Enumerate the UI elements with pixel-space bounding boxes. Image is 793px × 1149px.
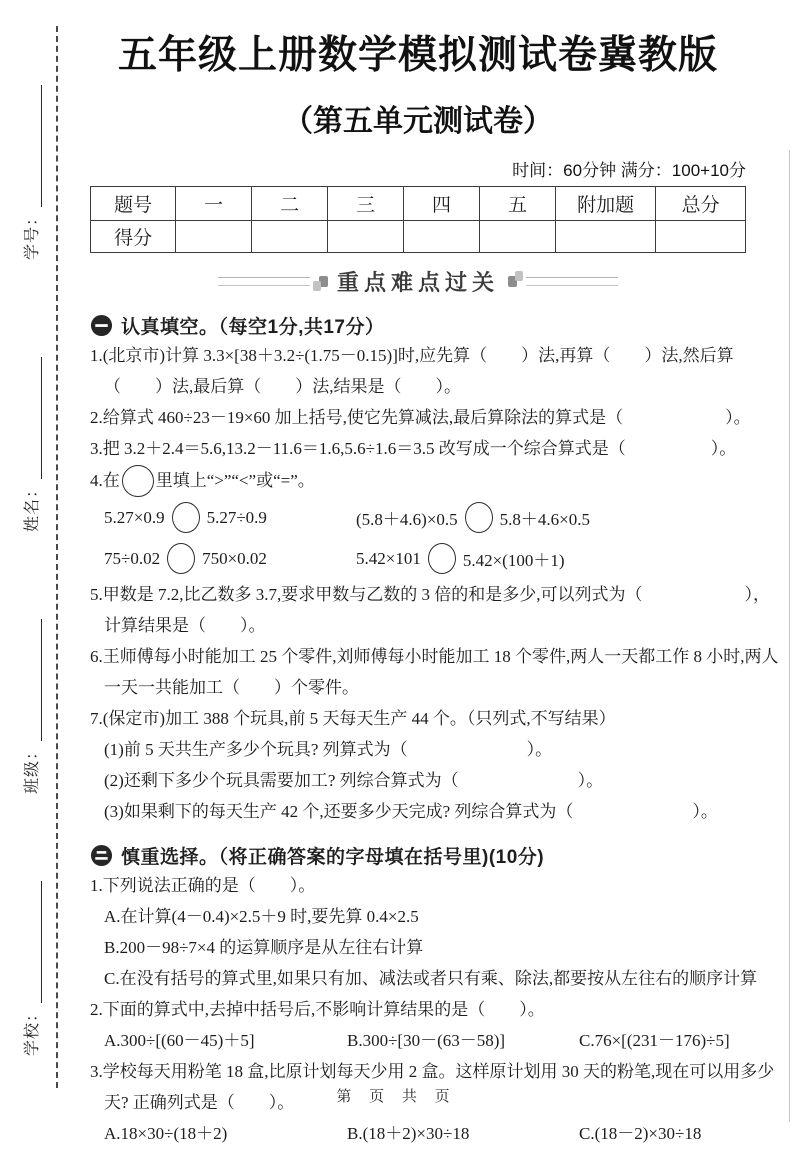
- class-label: 班级：: [24, 742, 41, 794]
- score-col-header: 二: [252, 187, 328, 221]
- school-field: [16, 868, 42, 1056]
- class-blank-line: [27, 619, 42, 741]
- circle-two-icon: [90, 844, 113, 867]
- s1-q4-compare-row-1: [90, 497, 746, 538]
- banner-left-quote-icon: [319, 276, 328, 287]
- score-cell: [656, 221, 746, 253]
- s2-q1-option-c: C.在没有括号的算式里,如果只有加、减法或者只有乘、除法,都要按从左往右的顺序计算: [104, 969, 758, 988]
- s1-q7-sub1: (1)前 5 天共生产多少个玩具? 列算式为（ ）。: [104, 740, 553, 759]
- student-id-label: 学号：: [24, 208, 41, 260]
- s1-q7-sub3: (3)如果剩下的每天生产 42 个,还要多少天完成? 列综合算式为（ ）。: [104, 802, 718, 821]
- banner-right-line: [526, 277, 618, 286]
- student-id-blank-line: [27, 85, 42, 207]
- compare-left: (5.8＋4.6)×0.5: [356, 510, 458, 529]
- exam-meta: 时间：60分钟 满分：100+10分: [512, 161, 746, 180]
- comparison-circle: [428, 543, 456, 574]
- compare-right: 5.8＋4.6×0.5: [499, 510, 591, 529]
- student-id-field: [16, 72, 42, 260]
- s1-q3: 3.把 3.2＋2.4＝5.6,13.2－11.6＝1.6,5.6÷1.6＝3.5 改写成一个综合算式是（ ）。: [90, 439, 737, 458]
- score-table-header-row: [91, 187, 746, 221]
- banner-left-line: [218, 277, 310, 286]
- s1-q4-compare-row-2: [90, 538, 746, 579]
- page-title: 五年级上册数学模拟测试卷冀教版: [117, 34, 718, 77]
- compare-left: 75÷0.02: [104, 548, 161, 568]
- score-table: [90, 186, 746, 253]
- s2-q3-option-a: A.18×30÷(18＋2): [104, 1124, 228, 1143]
- s2-q2-option-b: B.300÷[30－(63－58)]: [347, 1031, 506, 1050]
- score-col-header: 附加题: [555, 187, 655, 221]
- s2-q3-line2: 天? 正确列式是（ ）。: [104, 1093, 295, 1112]
- page-footer: 第 页 共 页: [336, 1089, 457, 1105]
- page-right-edge: [789, 150, 791, 1122]
- score-table-score-row: [91, 221, 746, 253]
- s2-q2-options-row: [90, 1025, 746, 1056]
- comparison-circle: [172, 502, 200, 533]
- score-cell: [480, 221, 556, 253]
- s1-q4-intro: [90, 464, 746, 497]
- compare-left: 5.27×0.9: [104, 507, 165, 527]
- s1-q7-sub2: (2)还剩下多少个玩具需要加工? 列综合算式为（ ）。: [104, 771, 604, 790]
- score-cell: [328, 221, 404, 253]
- comparison-pair: [356, 543, 565, 574]
- student-name-field: [16, 344, 42, 532]
- s1-q6-line2: 一天一共能加工（ ）个零件。: [104, 678, 359, 697]
- s2-q2: 2.下面的算式中,去掉中括号后,不影响计算结果的是（ ）。: [90, 1000, 545, 1019]
- s2-q3-option-c: C.(18－2)×30÷18: [579, 1124, 702, 1143]
- score-cell: [404, 221, 480, 253]
- paper-content: [90, 24, 779, 1149]
- class-field: [16, 606, 42, 794]
- s1-q4-prefix: 4.在: [90, 471, 120, 490]
- score-cell: [176, 221, 252, 253]
- compare-right: 750×0.02: [202, 548, 267, 568]
- banner-right-quote-icon: [508, 276, 517, 287]
- s2-q3-option-b: B.(18＋2)×30÷18: [347, 1124, 470, 1143]
- student-name-label: 姓名：: [24, 480, 41, 532]
- score-col-header: 四: [404, 187, 480, 221]
- score-col-header: 五: [480, 187, 556, 221]
- score-cell: [555, 221, 655, 253]
- score-cell: [252, 221, 328, 253]
- compare-right: 5.42×(100＋1): [462, 551, 565, 570]
- score-col-header: 三: [328, 187, 404, 221]
- section-2-title: 慎重选择。（将正确答案的字母填在括号里)(10分): [121, 846, 545, 868]
- section-1-title: 认真填空。（每空1分,共17分）: [121, 316, 385, 338]
- score-col-header: 总分: [656, 187, 746, 221]
- s1-q1-line1: 1.(北京市)计算 3.3×[38＋3.2÷(1.75－0.15)]时,应先算（ ）法,再算（ ）法,然后算: [90, 346, 734, 365]
- s2-q1-option-a: A.在计算(4－0.4)×2.5＋9 时,要先算 0.4×2.5: [104, 907, 419, 926]
- comparison-circle: [167, 543, 195, 574]
- comparison-pair: [104, 502, 356, 533]
- score-row-label: 得分: [91, 221, 176, 253]
- s1-q5-line1: 5.甲数是 7.2,比乙数多 3.7,要求甲数与乙数的 3 倍的和是多少,可以列式为（ ），: [90, 585, 770, 604]
- compare-left: 5.42×101: [356, 548, 421, 568]
- comparison-pair: [356, 502, 590, 533]
- s2-q3-line1: 3.学校每天用粉笔 18 盒,比原计划每天少用 2 盒。这样原计划用 30 天的粉笔,现在可以用多少: [90, 1062, 775, 1081]
- fill-circle: [122, 465, 154, 497]
- s1-q7: 7.(保定市)加工 388 个玩具,前 5 天每天生产 44 个。（只列式,不写结果）: [90, 709, 616, 728]
- student-name-blank-line: [27, 357, 42, 479]
- compare-right: 5.27÷0.9: [206, 507, 267, 527]
- s2-q2-option-c: C.76×[(231－176)÷5]: [579, 1031, 730, 1050]
- s2-q1: 1.下列说法正确的是（ ）。: [90, 876, 316, 895]
- dashed-binding-rule: [56, 26, 58, 1088]
- s1-q1-line2: （ ）法,最后算（ ）法,结果是（ ）。: [104, 377, 461, 396]
- comparison-pair: [104, 543, 356, 574]
- score-col-header: 题号: [91, 187, 176, 221]
- score-col-header: 一: [176, 187, 252, 221]
- school-label: 学校：: [24, 1004, 41, 1056]
- banner-title: 重点难点过关: [336, 270, 499, 295]
- school-blank-line: [27, 881, 42, 1003]
- section-banner: [90, 266, 746, 297]
- s2-q1-option-b: B.200－98÷7×4 的运算顺序是从左往右计算: [104, 938, 424, 957]
- section-1-header: [90, 310, 746, 340]
- s1-q5-line2: 计算结果是（ ）。: [104, 616, 266, 635]
- s2-q3-options-row: [90, 1118, 746, 1149]
- section-2-header: [90, 840, 746, 870]
- s2-q2-option-a: A.300÷[(60－45)＋5]: [104, 1031, 255, 1050]
- s1-q4-suffix: 里填上“>”“<”或“=”。: [155, 471, 315, 490]
- circle-one-icon: [90, 314, 113, 337]
- s1-q6-line1: 6.王师傅每小时能加工 25 个零件,刘师傅每小时能加工 18 个零件,两人一天都工作 8 小时,两人: [90, 647, 779, 666]
- s1-q2: 2.给算式 460÷23－19×60 加上括号,使它先算减法,最后算除法的算式是（ ）。: [90, 408, 751, 427]
- page-subtitle: （第五单元测试卷）: [283, 105, 553, 138]
- comparison-circle: [465, 502, 493, 533]
